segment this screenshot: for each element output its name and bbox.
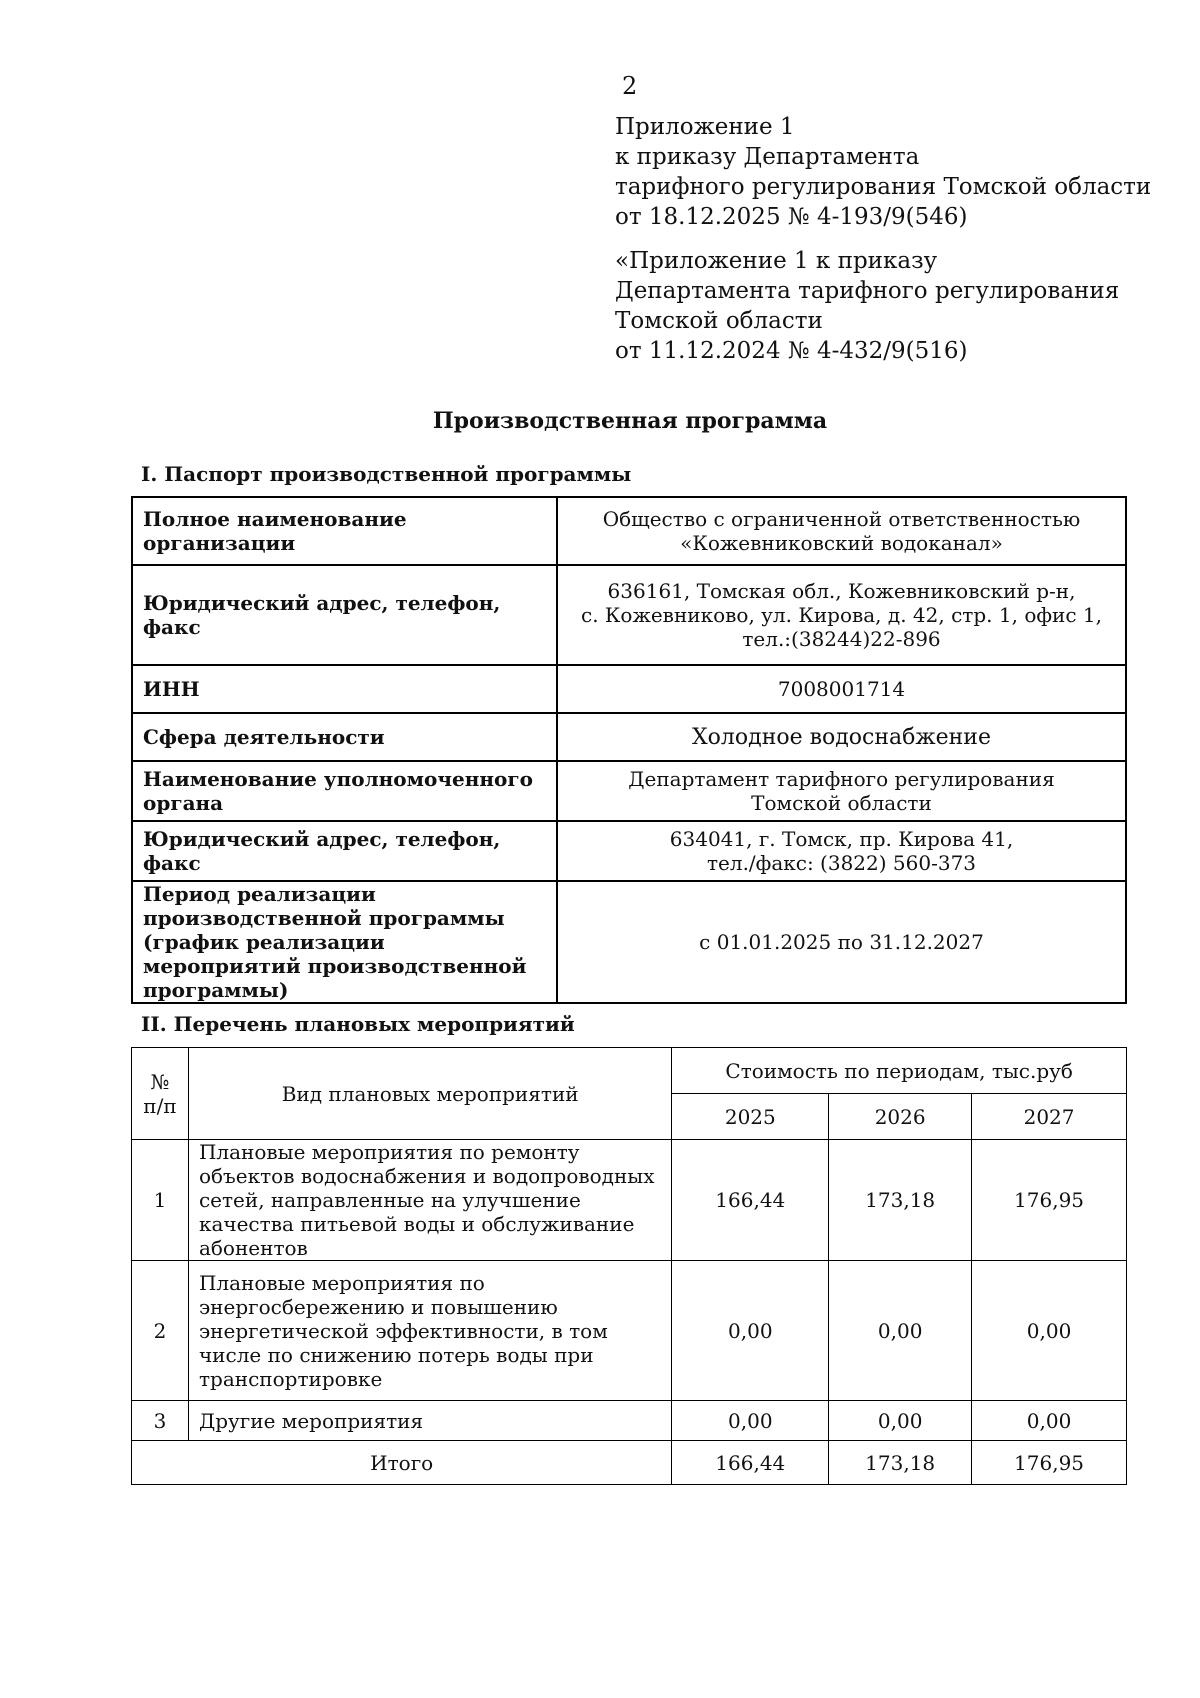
quoted-appendix-block [615,246,1119,366]
total-label: Итого [132,1441,672,1485]
row-value: 0,00 [972,1401,1127,1441]
total-value: 176,95 [972,1441,1127,1485]
header-year: 2026 [829,1094,972,1140]
value-line: 7008001714 [777,677,906,701]
row-num: 2 [132,1261,189,1401]
passport-label: ИНН [132,665,557,713]
row-name: Плановые мероприятия по ремонту объектов водоснабжения и водопроводных сетей, направленные на улучшение качества питьевой воды и обслуживание абонентов [188,1140,671,1261]
total-value: 166,44 [672,1441,829,1485]
appendix-line: Приложение 1 [615,114,795,140]
passport-value [557,665,1126,713]
total-row [132,1441,1127,1485]
quoted-appendix-line: от 11.12.2024 № 4-432/9(516) [615,338,968,364]
appendix-line: от 18.12.2025 № 4-193/9(546) [615,204,968,230]
document-title: Производственная программа [432,408,828,434]
passport-label: Полное наименование организации [132,497,557,565]
quoted-appendix-line: Департамента тарифного регулирования [615,278,1120,304]
passport-row [132,565,1126,665]
header-row [132,1048,1127,1094]
row-value: 166,44 [672,1140,829,1261]
row-value: 0,00 [829,1401,972,1441]
value-line: с. Кожевниково, ул. Кирова, д. 42, стр. 1, офис 1, [581,603,1102,627]
quoted-appendix-line: Томской области [615,308,823,334]
passport-row [132,713,1126,761]
header-kind: Вид плановых мероприятий [188,1048,671,1140]
passport-label: Период реализации производственной программы (график реализации мероприятий производственной программы) [132,881,557,1003]
passport-row [132,881,1126,1003]
header-num: № п/п [132,1048,189,1140]
row-value: 0,00 [972,1261,1127,1401]
passport-value [557,497,1126,565]
value-line: тел./факс: (3822) 560-373 [706,851,977,875]
table-row [132,1140,1127,1261]
passport-value [557,881,1126,1003]
value-line: Томской области [751,791,932,815]
row-value: 0,00 [672,1261,829,1401]
header-cost: Стоимость по периодам, тыс.руб [672,1048,1127,1094]
passport-row [132,761,1126,821]
passport-row [132,665,1126,713]
appendix-line: к приказу Департамента [615,144,920,170]
row-num: 1 [132,1140,189,1261]
row-value: 176,95 [972,1140,1127,1261]
row-value: 0,00 [672,1401,829,1441]
passport-row [132,497,1126,565]
value-line: 636161, Томская обл., Кожевниковский р-н, [607,579,1076,603]
value-line: 634041, г. Томск, пр. Кирова 41, [669,827,1014,851]
page-number: 2 [622,72,638,100]
table-row [132,1401,1127,1441]
value-line: Холодное водоснабжение [692,724,991,750]
value-line: Общество с ограниченной ответственностью [602,507,1081,531]
passport-table [131,496,1127,1004]
value-line: тел.:(38244)22-896 [742,627,941,651]
appendix-line: тарифного регулирования Томской области [615,174,1152,200]
section-heading-measures: II. Перечень плановых мероприятий [141,1012,575,1036]
row-name: Другие мероприятия [188,1401,671,1441]
appendix-block [615,112,1151,232]
total-value: 173,18 [829,1441,972,1485]
quoted-appendix-line: «Приложение 1 к приказу [615,248,938,274]
header-year: 2027 [972,1094,1127,1140]
table-row [132,1261,1127,1401]
passport-value [557,713,1126,761]
passport-label: Юридический адрес, телефон, факс [132,565,557,665]
section-heading-passport: I. Паспорт производственной программы [141,462,632,486]
passport-value [557,821,1126,881]
passport-label: Сфера деятельности [132,713,557,761]
passport-row [132,821,1126,881]
row-name: Плановые мероприятия по энергосбережению и повышению энергетической эффективности, в том числе по снижению потерь воды при транспортировке [188,1261,671,1401]
passport-value [557,565,1126,665]
row-value: 0,00 [829,1261,972,1401]
passport-label: Юридический адрес, телефон, факс [132,821,557,881]
passport-label: Наименование уполномоченного органа [132,761,557,821]
passport-value [557,761,1126,821]
row-value: 173,18 [829,1140,972,1261]
header-year: 2025 [672,1094,829,1140]
measures-table [131,1047,1127,1485]
value-line: с 01.01.2025 по 31.12.2027 [699,930,984,954]
row-num: 3 [132,1401,189,1441]
value-line: «Кожевниковский водоканал» [680,531,1003,555]
value-line: Департамент тарифного регулирования [628,767,1055,791]
